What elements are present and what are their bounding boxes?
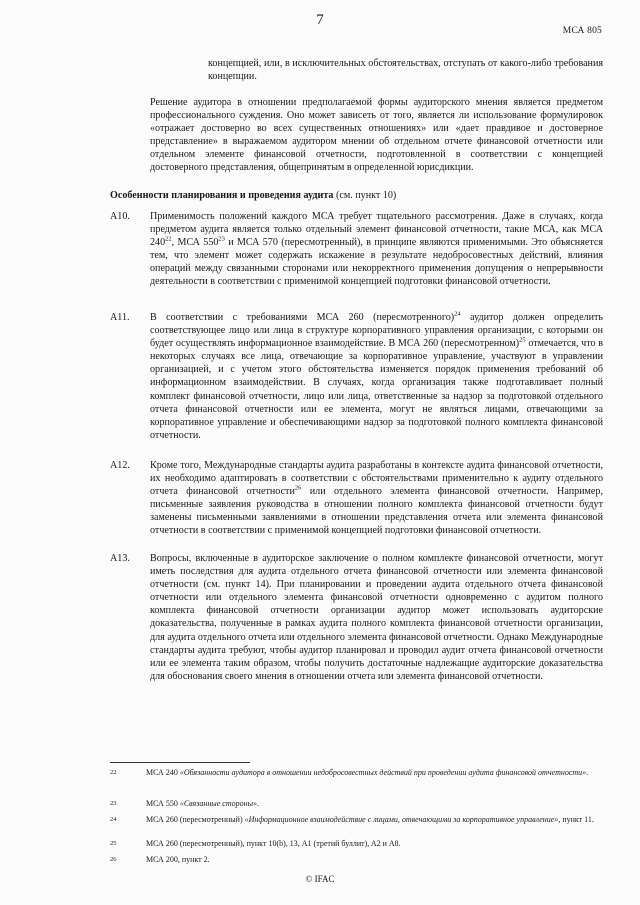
item-text-run: аудитор должен определить соответствующее лицо или лица в структуре корпоративного управления организации, с которыми он будет осуществлять информационное взаимодействие. В МСА 260 (пересмотренном)	[150, 312, 603, 350]
footnote-plain: МСА 240	[146, 768, 180, 777]
footnote-number: 26	[110, 856, 117, 863]
footnote-divider	[110, 762, 250, 763]
footnote-text	[146, 815, 600, 826]
item-number-a11: A11.	[110, 312, 130, 323]
footnote-tail: .	[257, 799, 259, 808]
intro-continuation: концепцией, или, в исключительных обстоятельствах, отступать от какого-либо требования концепции.	[208, 58, 603, 83]
page-footer: © IFAC	[305, 874, 335, 884]
page-number: 7	[316, 12, 324, 28]
item-number-a10: A10.	[110, 211, 130, 222]
footnote-plain: МСА 200, пункт 2.	[146, 855, 210, 864]
item-number-a13: A13.	[110, 553, 130, 564]
footnote-ref: 23	[218, 235, 225, 243]
footnote-plain: МСА 260 (пересмотренный), пункт 10(b), 13, A1 (третий буллит), A2 и A8.	[146, 839, 401, 848]
item-text-a10	[150, 210, 603, 289]
item-text-run: и МСА 570 (пересмотренный), в принципе являются применимыми. Это объясняется тем, что элемент может содержать искажение в результате недобросовестных действий, влияния операций между связанными сторонами или некорректного применения допущения о непрерывности деятельности в соответствии с применимой концепцией подготовки финансовой отчетности.	[150, 237, 603, 288]
item-text-a11	[150, 311, 603, 442]
footnote-number: 23	[110, 800, 117, 807]
footnote-tail: .	[586, 768, 589, 777]
item-text-run: отмечается, что в некоторых случаях все лица, отвечающие за корпоративное управление, участвуют в управлении организацией, и с учетом этого обстоятельства изменяется порядок применения требований об информационном взаимодействии. В случаях, когда организация также подготавливает полный комплект финансовой отчетности, лицо или лица, ответственные за надзор за подготовкой отдельного отчета финансовой отчетности или ее элемента, могут не являться лицами, отвечающими за корпоративное управление и обеспечивающими надзор за подготовкой полного комплекта финансовой отчетности.	[150, 338, 603, 441]
footnote-24	[110, 815, 600, 826]
footnote-number: 24	[110, 816, 117, 823]
footnote-text	[146, 855, 600, 866]
footnote-ref: 26	[294, 484, 302, 492]
item-number-a12: A12.	[110, 460, 130, 471]
footnote-22	[110, 768, 600, 779]
footnote-plain: МСА 550	[146, 799, 180, 808]
footnote-number: 25	[110, 840, 117, 847]
item-text-run: , МСА 550	[171, 237, 219, 249]
document-code: МСА 805	[562, 26, 602, 36]
item-text-a12	[150, 459, 603, 538]
item-text-run: Кроме того, Международные стандарты аудита разработаны в контексте аудита финансовой отчетности, их необходимо адаптировать в соответствии с обстоятельствами применительно к аудиту отдельного отчета финансовой отчетности	[150, 460, 603, 498]
footnote-23	[110, 799, 600, 810]
item-text-run: или отдельного элемента финансовой отчетности. Например, письменные заявления руководства в отношении полного комплекта финансовой отчетности будут заменены письменными заявлениями в отношении представления отчета или элемента финансовой отчетности в соответствии с применимой концепцией подготовки финансовой отчетности.	[150, 486, 603, 537]
footnote-title: «Связанные стороны»	[179, 799, 257, 808]
footnote-25	[110, 839, 600, 850]
item-text-a13	[150, 552, 603, 683]
footnote-plain: МСА 260 (пересмотренный)	[146, 815, 245, 824]
footnote-number: 22	[110, 769, 117, 776]
footnote-title: «Информационное взаимодействие с лицами, отвечающими за корпоративное управление»	[244, 815, 559, 824]
footnote-ref: 24	[454, 310, 461, 318]
footnote-tail: , пункт 11.	[558, 815, 594, 824]
section-title: Особенности планирования и проведения аудита	[110, 190, 334, 201]
footnote-ref: 25	[519, 336, 526, 344]
intro-paragraph: Решение аудитора в отношении предполагаемой формы аудиторского мнения является предметом профессионального суждения. Оно может зависеть от того, является ли использование формулировок «отражает достоверно во всех существенных отношениях» или «дает правдивое и достоверное представление» в выражаемом аудитором мнении об отдельном отчете финансовой отчетности или отдельном элементе финансовой отчетности, подготовленной в соответствии с концепцией достоверного представления, общепринятым в определенной юрисдикции.	[150, 97, 603, 174]
footnote-text	[146, 768, 600, 779]
footnote-text	[146, 799, 600, 810]
footnote-ref: 22	[165, 235, 172, 243]
footnote-title: «Обязанности аудитора в отношении недобросовестных действий при проведении аудита финансовой отчетности»	[179, 768, 587, 777]
item-text-run: Применимость положений каждого МСА требует тщательного рассмотрения. Даже в случаях, когда предметом аудита является только отдельный элемент финансовой отчетности, такие МСА, как МСА 240	[150, 211, 603, 249]
section-ref: (см. пункт 10)	[333, 190, 397, 201]
section-heading	[110, 190, 396, 201]
item-text-run: Вопросы, включенные в аудиторское заключение о полном комплекте финансовой отчетности, могут иметь последствия для аудита отдельного отчета финансовой отчетности или элемента финансовой отчетности (см. пункт 14). При планировании и проведении аудита отдельного отчета финансовой отчетности или отдельного элемента финансовой отчетности одновременно с аудитом полного комплекта финансовой отчетности организации аудитор может использовать аудиторские доказательства, полученные в рамках аудита полного комплекта финансовой отчетности организации, для аудита отдельного отчета или отдельного элемента финансовой отчетности. Однако Международные стандарты аудита требуют, чтобы аудитор планировал и проводил аудит отчета финансовой отчетности или ее элемента таким образом, чтобы получить достаточные надлежащие аудиторские доказательства для обоснования своего мнения в отношении отчета или элемента финансовой отчетности.	[150, 553, 603, 682]
item-text-run: В соответствии с требованиями МСА 260 (пересмотренного)	[150, 312, 455, 323]
footnote-text	[146, 839, 600, 850]
footnote-26	[110, 855, 600, 866]
